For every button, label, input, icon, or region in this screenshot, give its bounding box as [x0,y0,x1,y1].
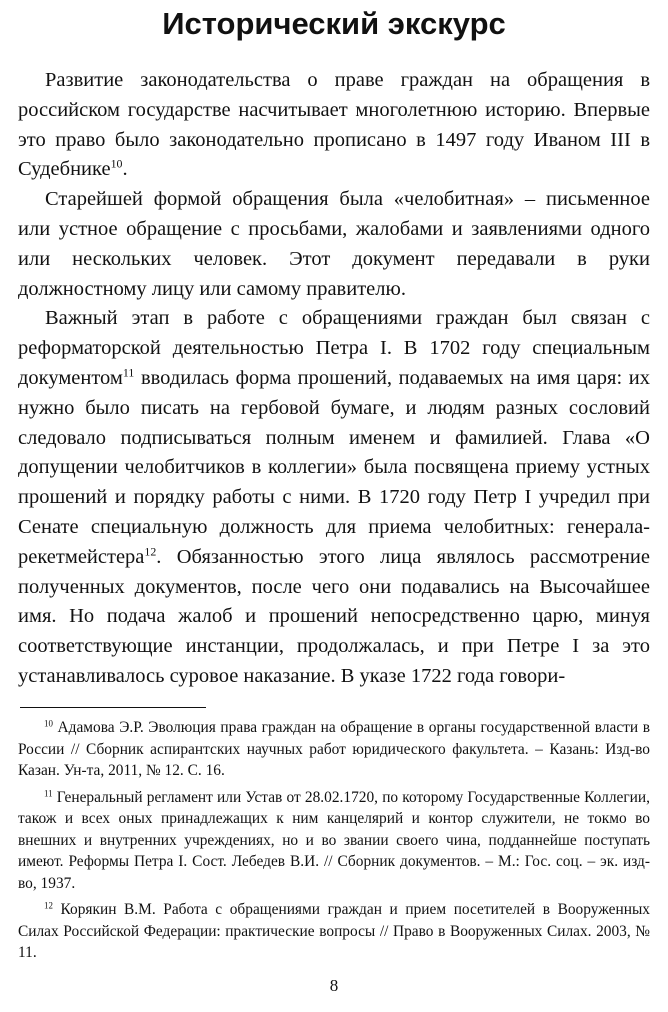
footnotes [18,717,650,969]
footnote-ref-10[interactable]: 10 [110,157,123,172]
footnote-11 [18,787,650,895]
footnote-divider [20,707,206,708]
main-text [18,66,650,692]
paragraph-3-part-3: . Обязанностью этого лица являлось рассмотрение полученных документов, после чего они подавались на Высочайшее имя. Но подача жалоб и прошений непосредственно царю, минуя соответствующие инстанции, продолжалась, и при Петре I за это устанавливалось суровое наказание. В указе 1722 года говори- [18,545,650,687]
paragraph-3-part-2: вводилась форма прошений, подаваемых на имя царя: их нужно было писать на гербовой бумаге, и людям разных сословий следовало подписываться полным именем и фамилией. Глава «О допущении челобитчиков в коллегии» была посвящена приему устных прошений и порядку работы с ними. В 1720 году Петр I учредил при Сенате специальную должность для приема челобитных: генерала-рекетмейстера [18,366,650,568]
footnote-number-10: 10 [44,718,53,729]
paragraph-2: Старейшей формой обращения была «челобитная» – письменное или устное обращение с просьбами, жалобами и заявлениями одного или нескольких человек. Этот документ передавали в руки должностному лицу или самому правителю. [18,188,650,300]
paragraph-1-text: Развитие законодательства о праве граждан на обращения в российском государстве насчитывает многолетнюю историю. Впервые это право было законодательно прописано в 1497 году Иваном III в Судебнике [18,69,650,181]
footnote-text-10: Адамова Э.Р. Эволюция права граждан на обращение в органы государственной власти в России // Сборник аспирантских научных работ юридического факультета. – Казань: Изд-во Казан. Ун-та, 2011, № 12. С. 16. [18,719,650,779]
paragraph-1-end: . [122,158,128,181]
footnote-12 [18,899,650,964]
paragraph-1 [18,66,650,185]
footnote-number-12: 12 [44,900,53,911]
section-heading: Исторический экскурс [162,6,506,41]
footnote-text-11: Генеральный регламент или Устав от 28.02.1720, по которому Государственные Коллегии, також и всех оных принадлежащих к ним канцелярий и контор служители, не токмо во внешних и внутренних учреждениях, но и во звании своего чина, подданнейше поступать имеют. Реформы Петра I. Сост. Лебедев В.И. // Сборник документов. – М.: Гос. соц. – эк. изд-во, 1937. [18,788,650,892]
footnote-number-11: 11 [44,787,53,798]
paragraph-3-part-1: Важный этап в работе с обращениями граждан был связан с реформаторской деятельностью Петра I. В 1702 году специальным документом [18,307,650,389]
footnote-ref-11[interactable]: 11 [122,365,135,380]
footnote-10 [18,717,650,782]
footnote-text-12: Корякин В.М. Работа с обращениями граждан и прием посетителей в Вооруженных Силах Российской Федерации: практические вопросы // Право в Вооруженных Силах. 2003, № 11. [18,901,650,961]
paragraph-3 [18,304,650,691]
page-number: 8 [329,976,339,995]
footnote-ref-12[interactable]: 12 [144,544,157,559]
